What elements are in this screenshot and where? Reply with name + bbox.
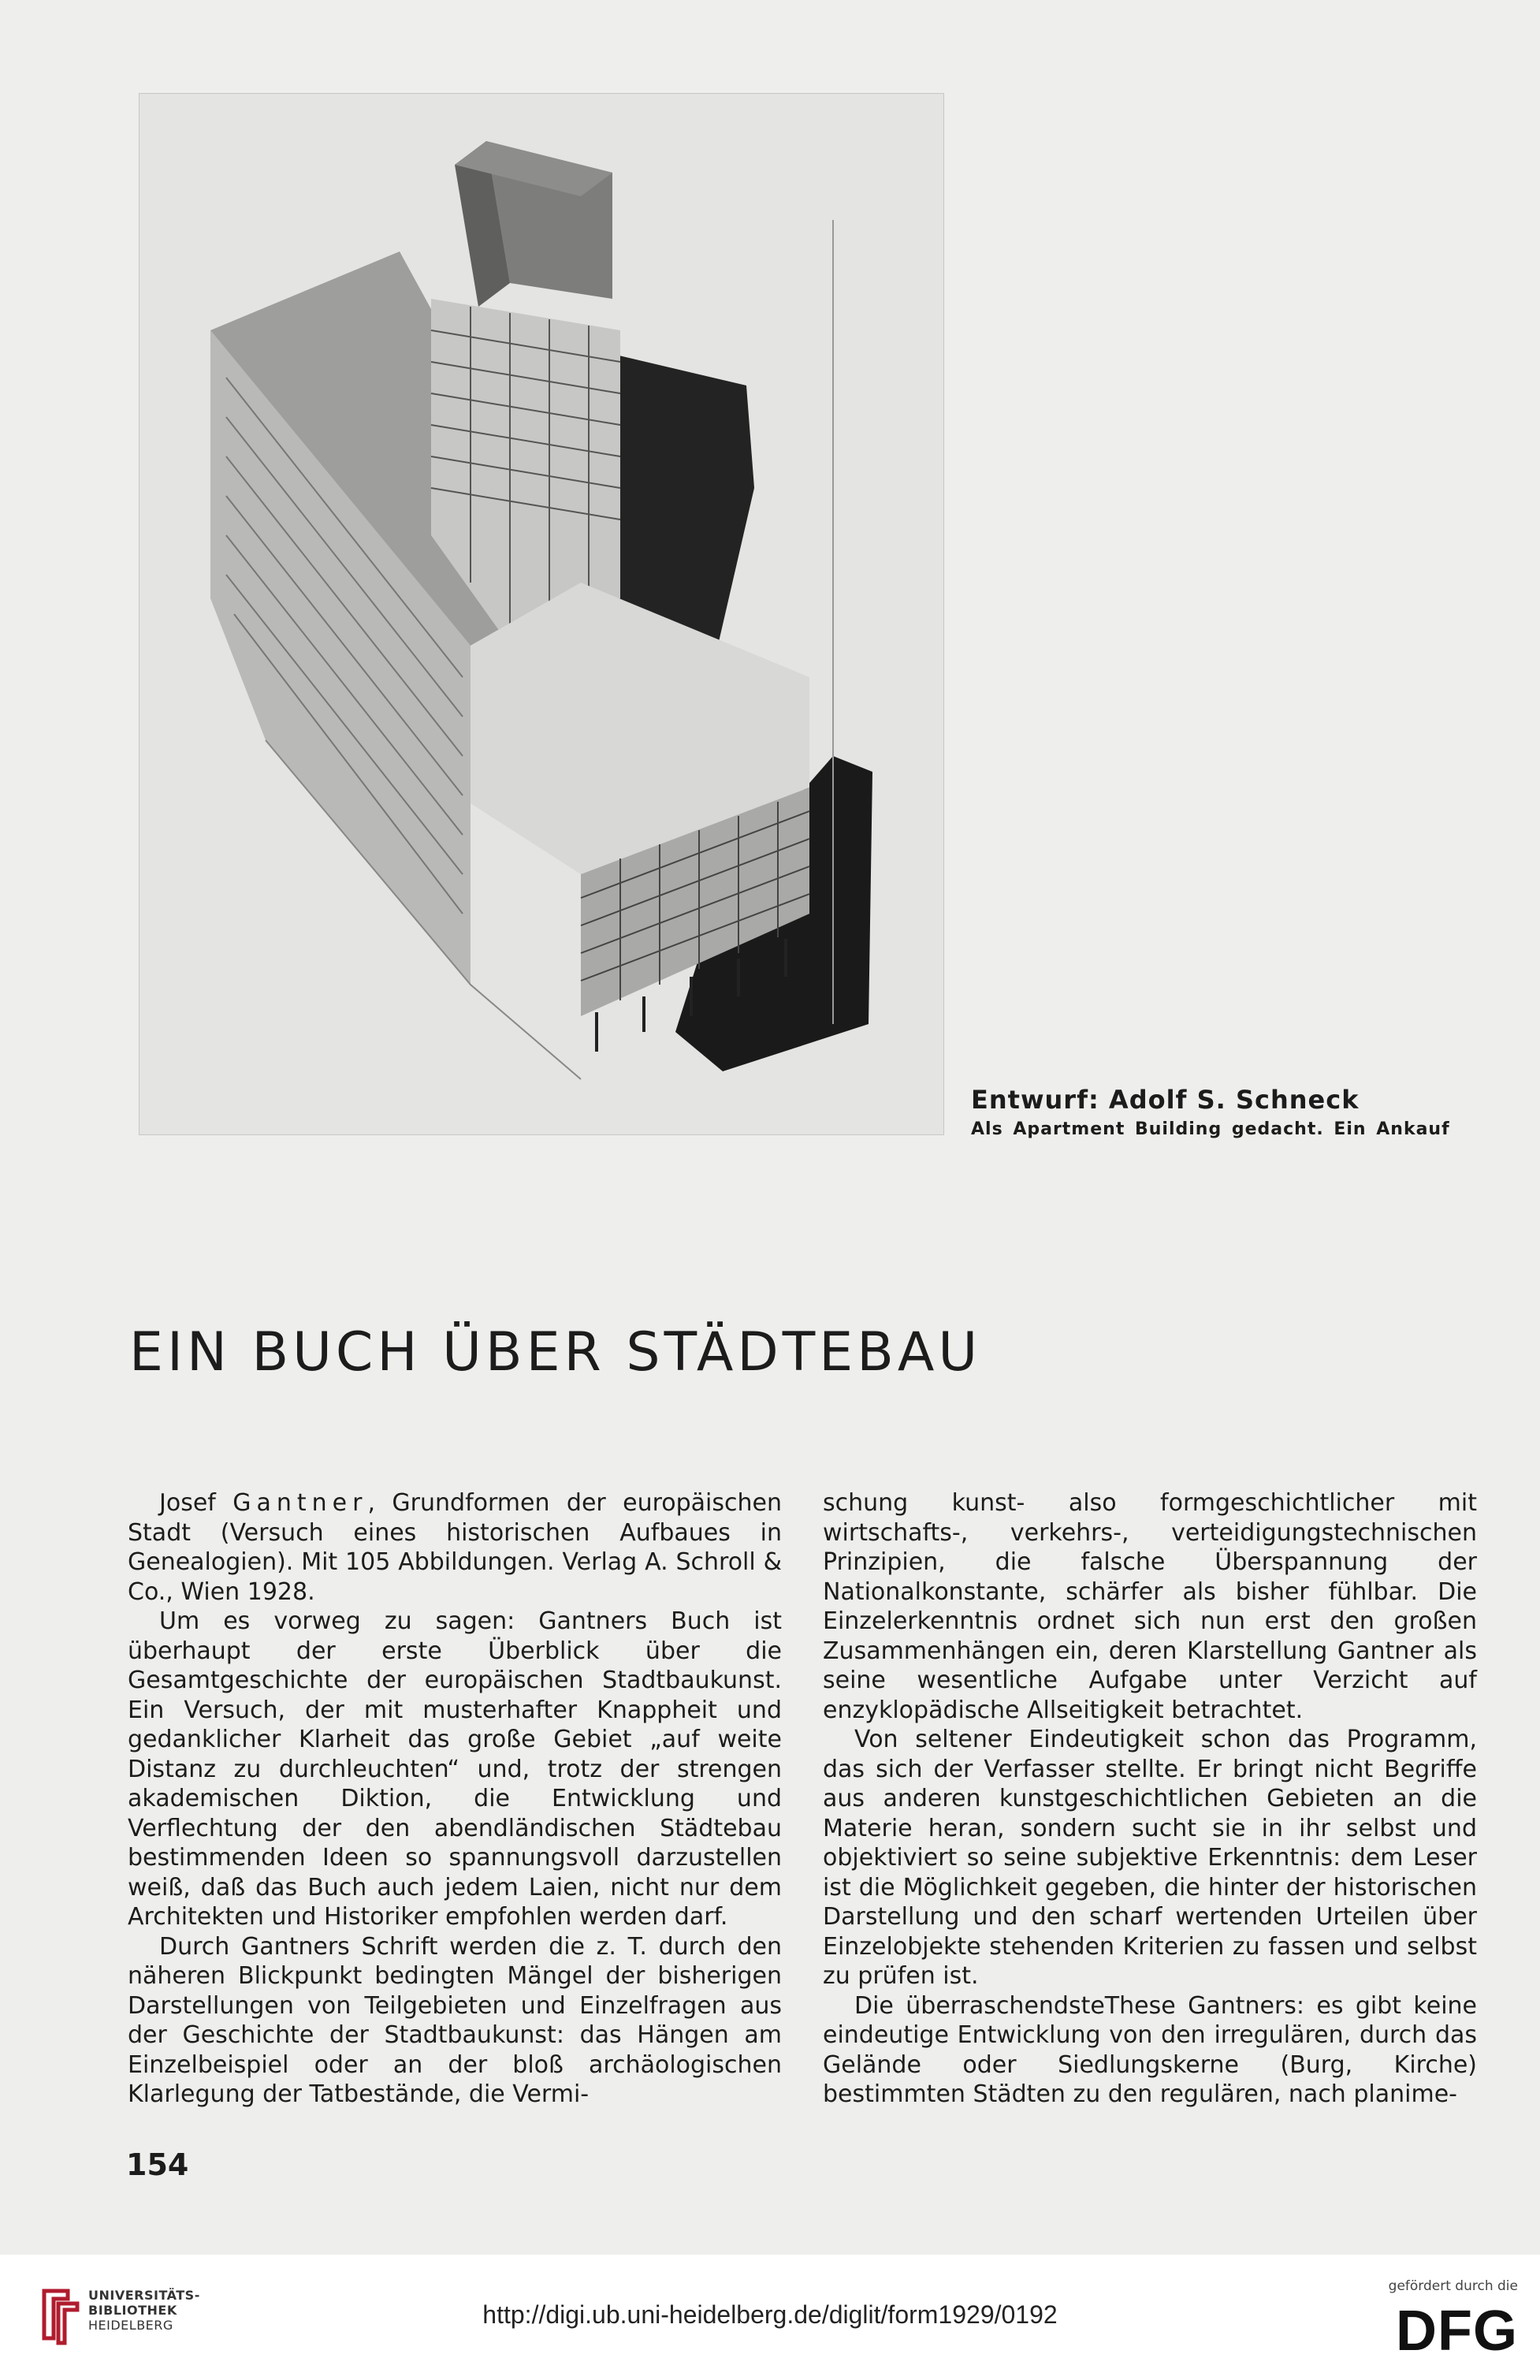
source-url-link[interactable]: http://digi.ub.uni-heidelberg.de/diglit/form1929/0192 [482,2300,1058,2329]
paragraph [128,1488,782,1607]
dfg-logo: DFG [1396,2300,1518,2363]
digitization-footer [0,2255,1540,2380]
paragraph: Von seltener Eindeutigkeit schon das Programm, das sich der Verfasser stellte. Er bringt nicht Begriffe aus anderen kunstgeschichtlichen Gebieten an die Materie heran, sondern sucht sie in ihr selbst und objektiviert so seine subjektive Erkenntnis: dem Leser ist die Möglichkeit gegeben, die hinter der historischen Darstellung und den scharf wertenden Urteilen über Einzelobjekte stehenden Kriterien zu fassen und selbst zu prüfen ist. [823,1726,1477,1990]
paragraph: schung kunst- also formgeschichtlicher mit wirtschafts-, verkehrs-, verteidigungstechnischen Prinzipien, die falsche Überspannung der Nationalkonstante, schärfer als bisher fühlbar. Die Einzelerkenntnis ordnet sich nun erst den großen Zusammenhängen ein, deren Klarstellung Gantner als seine wesentliche Aufgabe unter Verzicht auf enzyklopädische Allseitigkeit betrachtet. [823,1489,1477,1724]
figure-caption [971,1085,1450,1139]
funding-label: gefördert durch die [1388,2278,1518,2294]
building-illustration [139,94,943,1134]
architectural-drawing [139,93,944,1135]
text-column-right [823,1488,1477,2110]
paragraph: Die überraschendsteThese Gantners: es gibt keine eindeutige Entwicklung von den irregulären, durch das Gelände oder Siedlungskerne (Burg, Kirche) bestimmten Städten zu den regulären, nach planime- [823,1991,1477,2108]
paragraph: Um es vorweg zu sagen: Gantners Buch ist überhaupt der erste Überblick über die Gesamtgeschichte der europäischen Stadtbaukunst. Ein Versuch, der mit musterhafter Knappheit und gedanklicher Klarheit das große Gebiet „auf weite Distanz zu durchleuchten“ und, trotz der strengen akademischen Diktion, die Entwicklung und Verflechtung der den abendländischen Städtebau bestimmenden Ideen so spannungsvoll darzustellen weiß, daß das Buch auch jedem Laien, nicht nur dem Architekten und Historiker empfohlen werden darf. [128,1607,782,1931]
book-citation: , Grundformen der europäischen Stadt (Versuch eines historischen Aufbaues in Genealogien). Mit 105 Abbildungen. Verlag A. Schroll & Co., Wien 1928. [128,1489,783,1606]
caption-title: Entwurf: Adolf S. Schneck [971,1085,1360,1115]
caption-subtitle: Als Apartment Building gedacht. Ein Ankauf [971,1119,1450,1139]
author-firstname: Josef [159,1489,233,1517]
library-name: UNIVERSITÄTS- BIBLIOTHEK HEIDELBERG [88,2288,200,2333]
page-number: 154 [126,2147,189,2182]
paragraph: Durch Gantners Schrift werden die z. T. durch den näheren Blickpunkt bedingten Mängel der bisherigen Darstellungen von Teilgebieten und Einzelfragen aus der Geschichte der Stadtbaukunst: das Hängen am Einzelbeispiel oder an der bloß archäologischen Klarlegung der Tatbestände, die Vermi- [128,1932,782,2108]
article-heading: EIN BUCH ÜBER STÄDTEBAU [129,1321,982,1384]
author-name: Gantner [232,1489,368,1517]
text-column-left [128,1488,782,2110]
